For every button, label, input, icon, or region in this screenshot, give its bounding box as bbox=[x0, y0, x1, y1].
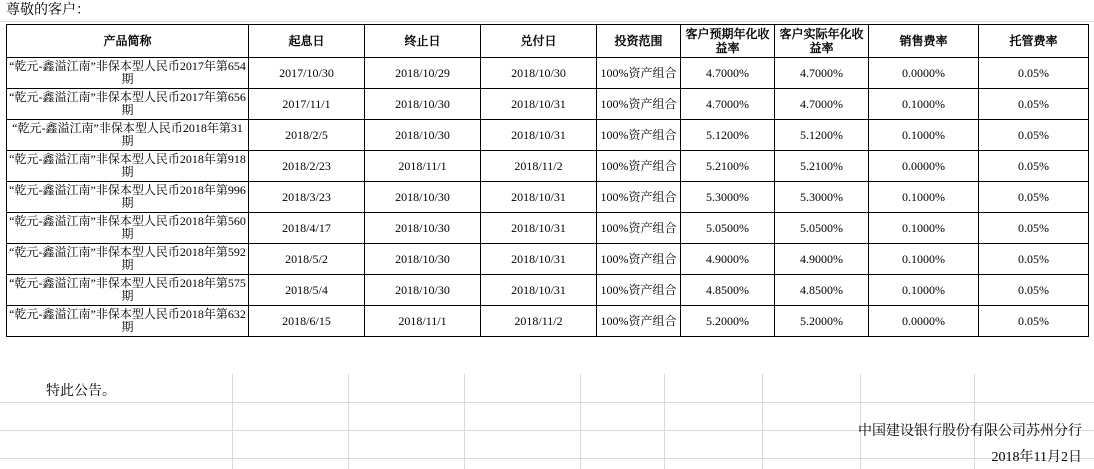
cell-custody-fee: 0.05% bbox=[979, 213, 1089, 244]
cell-expected-rate: 4.8500% bbox=[681, 275, 775, 306]
cell-custody-fee: 0.05% bbox=[979, 306, 1089, 337]
cell-value-date: 2017/10/30 bbox=[249, 58, 365, 89]
col-header-scope: 投资范围 bbox=[597, 25, 681, 58]
cell-end-date: 2018/11/1 bbox=[365, 151, 481, 182]
cell-custody-fee: 0.05% bbox=[979, 244, 1089, 275]
table-row bbox=[7, 275, 1089, 306]
notice-text: 特此公告。 bbox=[46, 384, 116, 399]
sheet-gridline bbox=[762, 374, 763, 469]
sheet-gridline bbox=[232, 374, 233, 469]
cell-actual-rate: 5.2100% bbox=[775, 151, 869, 182]
table-row bbox=[7, 213, 1089, 244]
col-header-expected-rate: 客户预期年化收益率 bbox=[681, 25, 775, 58]
cell-custody-fee: 0.05% bbox=[979, 151, 1089, 182]
cell-product: “乾元-鑫溢江南”非保本型人民币2018年第996期 bbox=[7, 182, 249, 213]
cell-scope: 100%资产组合 bbox=[597, 58, 681, 89]
cell-product: “乾元-鑫溢江南”非保本型人民币2017年第656期 bbox=[7, 89, 249, 120]
signature-date: 2018年11月2日 bbox=[991, 450, 1082, 465]
cell-payment-date: 2018/11/2 bbox=[481, 306, 597, 337]
cell-end-date: 2018/10/30 bbox=[365, 120, 481, 151]
table-row bbox=[7, 151, 1089, 182]
cell-custody-fee: 0.05% bbox=[979, 89, 1089, 120]
cell-payment-date: 2018/10/31 bbox=[481, 213, 597, 244]
cell-actual-rate: 4.8500% bbox=[775, 275, 869, 306]
cell-scope: 100%资产组合 bbox=[597, 182, 681, 213]
cell-actual-rate: 5.1200% bbox=[775, 120, 869, 151]
cell-payment-date: 2018/10/31 bbox=[481, 120, 597, 151]
cell-sales-fee: 0.1000% bbox=[869, 275, 979, 306]
cell-end-date: 2018/10/29 bbox=[365, 58, 481, 89]
cell-payment-date: 2018/10/31 bbox=[481, 182, 597, 213]
table-row bbox=[7, 244, 1089, 275]
cell-value-date: 2018/6/15 bbox=[249, 306, 365, 337]
cell-product: “乾元-鑫溢江南”非保本型人民币2018年第560期 bbox=[7, 213, 249, 244]
sheet-gridline bbox=[0, 402, 1094, 403]
table-row bbox=[7, 306, 1089, 337]
cell-product: “乾元-鑫溢江南”非保本型人民币2018年第31期 bbox=[7, 120, 249, 151]
cell-sales-fee: 0.1000% bbox=[869, 89, 979, 120]
cell-sales-fee: 0.0000% bbox=[869, 151, 979, 182]
sheet-gridline bbox=[580, 374, 581, 469]
cell-scope: 100%资产组合 bbox=[597, 89, 681, 120]
cell-scope: 100%资产组合 bbox=[597, 213, 681, 244]
cell-payment-date: 2018/10/31 bbox=[481, 244, 597, 275]
cell-value-date: 2018/3/23 bbox=[249, 182, 365, 213]
cell-payment-date: 2018/10/30 bbox=[481, 58, 597, 89]
sheet-gridline bbox=[0, 458, 1094, 459]
cell-payment-date: 2018/10/31 bbox=[481, 89, 597, 120]
col-header-value-date: 起息日 bbox=[249, 25, 365, 58]
cell-value-date: 2018/2/23 bbox=[249, 151, 365, 182]
cell-payment-date: 2018/11/2 bbox=[481, 151, 597, 182]
cell-product: “乾元-鑫溢江南”非保本型人民币2018年第592期 bbox=[7, 244, 249, 275]
cell-actual-rate: 4.7000% bbox=[775, 58, 869, 89]
cell-product: “乾元-鑫溢江南”非保本型人民币2018年第575期 bbox=[7, 275, 249, 306]
table-row bbox=[7, 89, 1089, 120]
cell-end-date: 2018/10/30 bbox=[365, 182, 481, 213]
cell-expected-rate: 5.0500% bbox=[681, 213, 775, 244]
table-row bbox=[7, 120, 1089, 151]
cell-sales-fee: 0.1000% bbox=[869, 244, 979, 275]
cell-end-date: 2018/10/30 bbox=[365, 89, 481, 120]
sheet-gridline bbox=[464, 374, 465, 469]
sheet-gridline bbox=[0, 21, 1094, 22]
cell-custody-fee: 0.05% bbox=[979, 58, 1089, 89]
cell-value-date: 2018/2/5 bbox=[249, 120, 365, 151]
cell-value-date: 2018/5/2 bbox=[249, 244, 365, 275]
table-row bbox=[7, 58, 1089, 89]
document-footer bbox=[0, 374, 1094, 469]
cell-end-date: 2018/11/1 bbox=[365, 306, 481, 337]
cell-actual-rate: 4.7000% bbox=[775, 89, 869, 120]
col-header-end-date: 终止日 bbox=[365, 25, 481, 58]
cell-sales-fee: 0.1000% bbox=[869, 120, 979, 151]
cell-actual-rate: 5.3000% bbox=[775, 182, 869, 213]
cell-sales-fee: 0.0000% bbox=[869, 58, 979, 89]
cell-expected-rate: 5.2000% bbox=[681, 306, 775, 337]
cell-scope: 100%资产组合 bbox=[597, 306, 681, 337]
cell-payment-date: 2018/10/31 bbox=[481, 275, 597, 306]
cell-product: “乾元-鑫溢江南”非保本型人民币2017年第654期 bbox=[7, 58, 249, 89]
cell-value-date: 2017/11/1 bbox=[249, 89, 365, 120]
cell-expected-rate: 5.3000% bbox=[681, 182, 775, 213]
cell-custody-fee: 0.05% bbox=[979, 275, 1089, 306]
cell-custody-fee: 0.05% bbox=[979, 120, 1089, 151]
cell-end-date: 2018/10/30 bbox=[365, 244, 481, 275]
table-header-row bbox=[7, 25, 1089, 58]
cell-scope: 100%资产组合 bbox=[597, 244, 681, 275]
col-header-custody-fee: 托管费率 bbox=[979, 25, 1089, 58]
cell-product: “乾元-鑫溢江南”非保本型人民币2018年第918期 bbox=[7, 151, 249, 182]
table-row bbox=[7, 182, 1089, 213]
cell-value-date: 2018/4/17 bbox=[249, 213, 365, 244]
cell-product: “乾元-鑫溢江南”非保本型人民币2018年第632期 bbox=[7, 306, 249, 337]
greeting-text: 尊敬的客户： bbox=[6, 3, 90, 18]
cell-scope: 100%资产组合 bbox=[597, 120, 681, 151]
cell-actual-rate: 5.0500% bbox=[775, 213, 869, 244]
col-header-product: 产品简称 bbox=[7, 25, 249, 58]
cell-expected-rate: 5.1200% bbox=[681, 120, 775, 151]
sheet-gridline bbox=[664, 374, 665, 469]
cell-custody-fee: 0.05% bbox=[979, 182, 1089, 213]
cell-sales-fee: 0.0000% bbox=[869, 306, 979, 337]
cell-value-date: 2018/5/4 bbox=[249, 275, 365, 306]
cell-end-date: 2018/10/30 bbox=[365, 213, 481, 244]
cell-actual-rate: 4.9000% bbox=[775, 244, 869, 275]
col-header-sales-fee: 销售费率 bbox=[869, 25, 979, 58]
cell-sales-fee: 0.1000% bbox=[869, 182, 979, 213]
cell-expected-rate: 5.2100% bbox=[681, 151, 775, 182]
cell-actual-rate: 5.2000% bbox=[775, 306, 869, 337]
col-header-actual-rate: 客户实际年化收益率 bbox=[775, 25, 869, 58]
cell-scope: 100%资产组合 bbox=[597, 151, 681, 182]
cell-expected-rate: 4.7000% bbox=[681, 58, 775, 89]
cell-expected-rate: 4.9000% bbox=[681, 244, 775, 275]
cell-scope: 100%资产组合 bbox=[597, 275, 681, 306]
cell-end-date: 2018/10/30 bbox=[365, 275, 481, 306]
cell-sales-fee: 0.1000% bbox=[869, 213, 979, 244]
product-table bbox=[6, 24, 1089, 337]
sheet-gridline bbox=[348, 374, 349, 469]
signature-text: 中国建设银行股份有限公司苏州分行 bbox=[858, 424, 1082, 439]
col-header-payment-date: 兑付日 bbox=[481, 25, 597, 58]
cell-expected-rate: 4.7000% bbox=[681, 89, 775, 120]
